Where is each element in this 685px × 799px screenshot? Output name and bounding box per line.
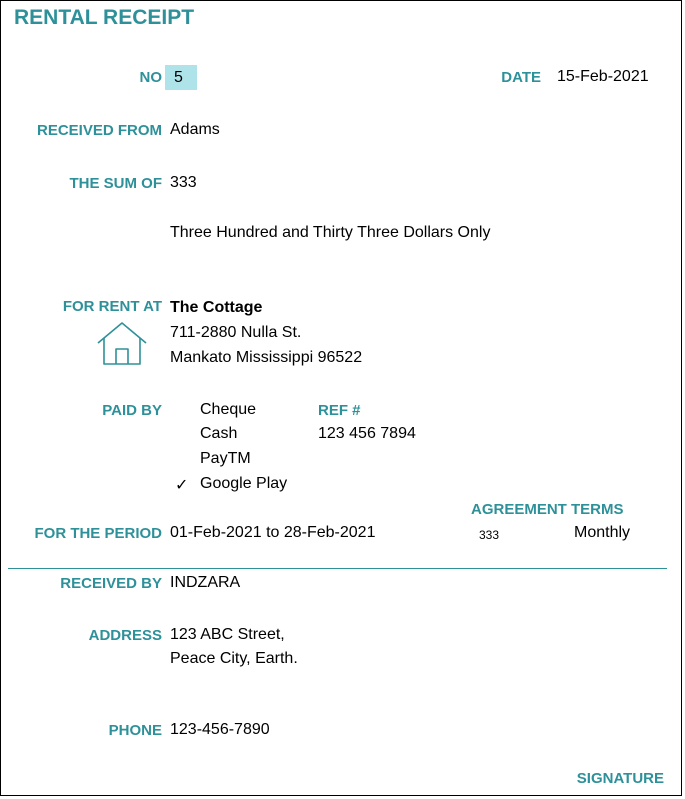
house-icon (96, 320, 148, 366)
ref-value: 123 456 7894 (318, 425, 416, 442)
period-label: FOR THE PERIOD (34, 525, 162, 542)
landlord-address-line2: Peace City, Earth. (170, 650, 298, 667)
landlord-address-label: ADDRESS (88, 627, 162, 644)
sum-value: 333 (170, 174, 197, 191)
checkmark-icon: ✓ (175, 477, 189, 494)
property-name: The Cottage (170, 299, 263, 316)
received-from-label: RECEIVED FROM (36, 122, 162, 139)
received-by-label: RECEIVED BY (60, 575, 162, 592)
agreement-amount: 333 (479, 528, 500, 542)
receipt-title: RENTAL RECEIPT (14, 6, 195, 29)
sum-label: THE SUM OF (69, 175, 162, 192)
receipt-number: 5 (165, 65, 197, 90)
no-label: NO (139, 69, 162, 86)
ref-label: REF # (318, 402, 361, 419)
received-from-value: Adams (170, 121, 220, 138)
sum-in-words: Three Hundred and Thirty Three Dollars Only (170, 224, 491, 241)
payment-method-paytm: PayTM (200, 450, 251, 467)
signature-label: SIGNATURE (576, 770, 664, 787)
phone-value: 123-456-7890 (170, 721, 270, 738)
landlord-address-line1: 123 ABC Street, (170, 626, 285, 643)
agreement-frequency: Monthly (574, 524, 631, 541)
agreement-terms-label: AGREEMENT TERMS (471, 501, 624, 518)
date-label: DATE (501, 69, 541, 86)
payment-method-cash: Cash (200, 425, 238, 442)
paid-by-label: PAID BY (102, 402, 162, 419)
period-value: 01-Feb-2021 to 28-Feb-2021 (170, 524, 376, 541)
phone-label: PHONE (108, 722, 162, 739)
property-address-line1: 711-2880 Nulla St. (170, 324, 302, 341)
received-by-value: INDZARA (170, 574, 241, 591)
section-divider (8, 568, 667, 569)
rent-at-label: FOR RENT AT (62, 298, 162, 315)
payment-method-cheque: Cheque (200, 401, 257, 418)
property-address-line2: Mankato Mississippi 96522 (170, 349, 363, 366)
payment-method-google-play: Google Play (200, 475, 288, 492)
date-value: 15-Feb-2021 (557, 68, 649, 85)
